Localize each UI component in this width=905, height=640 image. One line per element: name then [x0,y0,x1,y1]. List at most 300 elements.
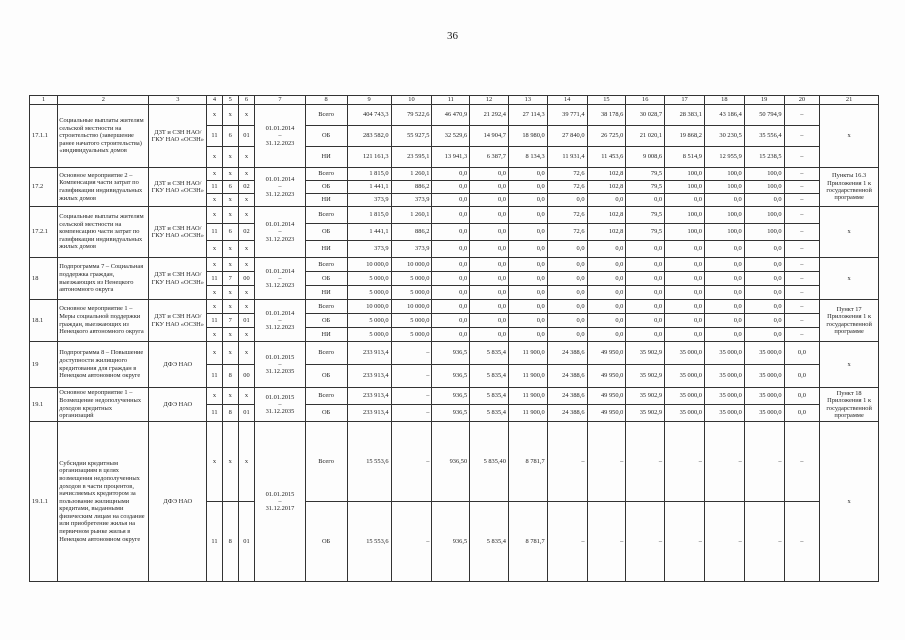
row-executor: ДФЭ НАО [149,422,207,582]
date-end: 31.12.2017 [265,505,295,513]
value-cell: 0,0 [508,168,547,181]
value-cell: – [744,502,784,582]
date-dash: – [278,183,282,191]
value-cell: 39 771,4 [547,105,587,126]
value-cell: 100,0 [744,168,784,181]
value-cell: 24 388,6 [547,388,587,405]
code-col-4: х [207,258,223,272]
value-cell: 0,0 [626,286,665,300]
value-cell: 233 913,4 [347,388,391,405]
code-col-5: х [222,194,238,207]
code-col-5: 8 [222,405,238,422]
value-cell: 0,0 [626,328,665,342]
value-cell: – [784,328,820,342]
value-cell: 0,0 [508,328,547,342]
value-cell: 0,0 [587,286,626,300]
value-cell: 0,0 [744,328,784,342]
header-col-6: 6 [238,96,255,105]
code-col-6: х [238,258,255,272]
value-cell: – [391,502,432,582]
value-cell: 0,0 [587,258,626,272]
value-cell: – [547,502,587,582]
row-dates [255,422,305,582]
row-dates [255,258,305,300]
date-end: 31.12.2035 [265,368,295,376]
value-cell: 0,0 [704,314,744,328]
header-col-12: 12 [470,96,509,105]
value-cell: – [665,422,705,502]
value-cell: 121 161,3 [347,147,391,168]
header-col-11: 11 [432,96,470,105]
code-col-6: 01 [238,314,255,328]
value-cell: 35 000,0 [704,365,744,388]
row-note: х [820,342,879,388]
code-col-4: х [207,241,223,258]
row-number: 19.1.1 [30,422,58,582]
code-col-6: х [238,168,255,181]
value-cell: 72,6 [547,168,587,181]
funding-source: ОБ [305,224,347,241]
value-cell: 35 000,0 [744,405,784,422]
value-cell: 0,0 [432,328,470,342]
value-cell: – [784,224,820,241]
value-cell: 283 582,0 [347,126,391,147]
value-cell: 49 950,0 [587,405,626,422]
value-cell: 30 028,7 [626,105,665,126]
value-cell: 27 840,0 [547,126,587,147]
code-col-5: х [222,388,238,405]
value-cell: 5 835,4 [470,342,509,365]
date-end: 31.12.2023 [265,139,295,147]
date-end: 31.12.2023 [265,324,295,332]
code-col-6: х [238,194,255,207]
code-col-4: х [207,147,223,168]
value-cell: 38 178,6 [587,105,626,126]
value-cell: 0,0 [508,300,547,314]
value-cell: 0,0 [470,207,509,224]
value-cell: 0,0 [547,258,587,272]
row-executor: ДФЭ НАО [149,388,207,422]
value-cell: 8 134,3 [508,147,547,168]
value-cell: – [784,168,820,181]
value-cell: 936,5 [432,365,470,388]
row-executor: ДФЭ НАО [149,342,207,388]
value-cell: – [784,194,820,207]
value-cell: 0,0 [784,388,820,405]
value-cell: – [626,502,665,582]
value-cell: 10 000,0 [347,300,391,314]
value-cell: 100,0 [704,168,744,181]
row-note: Пункт 17 Приложения 1 к государственной программе [820,300,879,342]
value-cell: 373,9 [391,194,432,207]
value-cell: – [665,502,705,582]
date-end: 31.12.2023 [265,235,295,243]
value-cell: 233 913,4 [347,405,391,422]
value-cell: 35 000,0 [744,365,784,388]
value-cell: 35 000,0 [665,388,705,405]
code-col-5: х [222,328,238,342]
value-cell: 0,0 [665,194,705,207]
value-cell: 1 815,0 [347,207,391,224]
value-cell: – [784,258,820,272]
row-dates [255,300,305,342]
value-cell: 15 238,5 [744,147,784,168]
page-number: 36 [447,30,458,42]
table-row [30,422,879,502]
row-name: Подпрограмма 8 – Повышение доступности жилищного кредитования для граждан в Ненецком автономном округе [58,342,149,388]
value-cell: – [587,502,626,582]
date-start: 01.01.2015 [265,490,295,498]
row-number: 19 [30,342,58,388]
value-cell: 5 000,0 [347,328,391,342]
code-col-4: 11 [207,314,223,328]
row-number: 17.2 [30,168,58,207]
date-dash: – [278,316,282,324]
funding-source: НИ [305,147,347,168]
value-cell: 0,0 [432,224,470,241]
code-col-5: х [222,147,238,168]
code-col-4: 11 [207,224,223,241]
value-cell: 100,0 [665,181,705,194]
row-name: Основное мероприятие 1 – Возмещение недополученных доходов кредитных организаций [58,388,149,422]
row-dates [255,105,305,168]
value-cell: 35 000,0 [744,388,784,405]
value-cell: 0,0 [432,314,470,328]
value-cell: – [626,422,665,502]
value-cell: 5 000,0 [391,272,432,286]
value-cell: 15 553,6 [347,502,391,582]
value-cell: 100,0 [744,224,784,241]
value-cell: 0,0 [432,181,470,194]
value-cell: 28 383,1 [665,105,705,126]
value-cell: 1 441,1 [347,224,391,241]
code-col-4: 11 [207,365,223,388]
value-cell: – [704,502,744,582]
code-col-5: 6 [222,224,238,241]
value-cell: 6 387,7 [470,147,509,168]
funding-source: Всего [305,258,347,272]
date-dash: – [278,360,282,368]
code-col-6: 00 [238,365,255,388]
value-cell: 0,0 [784,342,820,365]
value-cell: 0,0 [665,286,705,300]
code-col-4: х [207,300,223,314]
value-cell: 0,0 [784,405,820,422]
value-cell: 373,9 [347,241,391,258]
value-cell: 936,50 [432,422,470,502]
header-col-3: 3 [149,96,207,105]
value-cell: 49 950,0 [587,342,626,365]
value-cell: 5 000,0 [347,314,391,328]
value-cell: 1 815,0 [347,168,391,181]
value-cell: 35 902,9 [626,365,665,388]
value-cell: 35 000,0 [744,342,784,365]
row-dates [255,388,305,422]
value-cell: 100,0 [704,181,744,194]
date-dash: – [278,228,282,236]
code-col-5: х [222,422,238,502]
funding-source: ОБ [305,272,347,286]
funding-source: Всего [305,105,347,126]
code-col-6: 02 [238,224,255,241]
value-cell: 102,8 [587,224,626,241]
value-cell: 0,0 [547,194,587,207]
value-cell: 49 950,0 [587,388,626,405]
code-col-6: х [238,147,255,168]
funding-source: ОБ [305,181,347,194]
code-col-5: 7 [222,314,238,328]
value-cell: 0,0 [432,168,470,181]
value-cell: 0,0 [470,258,509,272]
table-row [30,388,879,405]
value-cell: 0,0 [470,272,509,286]
value-cell: 0,0 [470,241,509,258]
value-cell: 0,0 [704,300,744,314]
value-cell: 24 388,6 [547,405,587,422]
value-cell: 0,0 [587,272,626,286]
value-cell: – [391,388,432,405]
value-cell: 0,0 [470,314,509,328]
header-col-19: 19 [744,96,784,105]
value-cell: 72,6 [547,224,587,241]
funding-source: ОБ [305,405,347,422]
value-cell: 0,0 [744,286,784,300]
date-start: 01.01.2014 [265,176,295,184]
header-col-21: 21 [820,96,879,105]
code-col-5: х [222,300,238,314]
date-start: 01.01.2014 [265,125,295,133]
code-col-6: х [238,105,255,126]
value-cell: 0,0 [626,314,665,328]
value-cell: 0,0 [665,272,705,286]
value-cell: 404 743,3 [347,105,391,126]
header-col-10: 10 [391,96,432,105]
value-cell: 102,8 [587,207,626,224]
value-cell: – [547,422,587,502]
value-cell: 0,0 [744,314,784,328]
table-body [30,105,879,582]
funding-source: НИ [305,194,347,207]
value-cell: – [784,105,820,126]
value-cell: 0,0 [704,272,744,286]
code-col-4: 11 [207,272,223,286]
value-cell: 0,0 [665,258,705,272]
table-row [30,258,879,272]
value-cell: – [704,422,744,502]
value-cell: 100,0 [704,207,744,224]
table-row [30,342,879,365]
date-dash: – [278,497,282,505]
row-note: Пункты 16.3 Приложения 1 к государственной программе [820,168,879,207]
value-cell: 0,0 [470,194,509,207]
value-cell: 0,0 [508,314,547,328]
value-cell: – [784,272,820,286]
value-cell: 18 980,0 [508,126,547,147]
header-col-9: 9 [347,96,391,105]
value-cell: 0,0 [665,328,705,342]
value-cell: 13 941,3 [432,147,470,168]
value-cell: 0,0 [784,365,820,388]
header-col-18: 18 [704,96,744,105]
value-cell: 0,0 [547,314,587,328]
value-cell: 32 529,6 [432,126,470,147]
value-cell: 0,0 [508,194,547,207]
row-executor: ДЗТ и СЗН НАО/ ГКУ НАО «ОСЗН» [149,258,207,300]
value-cell: 79,5 [626,168,665,181]
value-cell: 5 835,4 [470,502,509,582]
value-cell: 5 000,0 [347,272,391,286]
row-dates [255,168,305,207]
code-col-6: х [238,328,255,342]
value-cell: 0,0 [508,241,547,258]
value-cell: 100,0 [744,207,784,224]
value-cell: 72,6 [547,207,587,224]
header-col-15: 15 [587,96,626,105]
value-cell: 11 453,6 [587,147,626,168]
value-cell: 100,0 [665,168,705,181]
budget-table [29,95,879,582]
value-cell: 100,0 [704,224,744,241]
funding-source: Всего [305,300,347,314]
value-cell: 5 000,0 [391,314,432,328]
code-col-6: 02 [238,181,255,194]
value-cell: 0,0 [665,314,705,328]
value-cell: 0,0 [508,224,547,241]
code-col-6: х [238,207,255,224]
value-cell: 100,0 [744,181,784,194]
value-cell: 35 000,0 [665,365,705,388]
date-dash: – [278,400,282,408]
row-number: 19.1 [30,388,58,422]
value-cell: 50 794,9 [744,105,784,126]
code-col-4: х [207,342,223,365]
funding-source: Всего [305,207,347,224]
row-dates [255,342,305,388]
row-name: Основное мероприятие 2 – Компенсация части затрат по газификации индивидуальных жилых домов [58,168,149,207]
funding-source: НИ [305,328,347,342]
value-cell: – [744,422,784,502]
header-col-20: 20 [784,96,820,105]
value-cell: 35 902,9 [626,405,665,422]
value-cell: 233 913,4 [347,342,391,365]
row-name: Социальные выплаты жителям сельской местности на компенсацию части затрат по газификации индивидуальных жилых домов [58,207,149,258]
value-cell: 0,0 [547,328,587,342]
row-executor: ДЗТ и СЗН НАО/ ГКУ НАО «ОСЗН» [149,105,207,168]
header-col-13: 13 [508,96,547,105]
row-note: х [820,422,879,582]
value-cell: 24 388,6 [547,365,587,388]
header-col-7: 7 [255,96,305,105]
code-col-5: х [222,286,238,300]
value-cell: – [784,422,820,502]
value-cell: 0,0 [470,224,509,241]
value-cell: 19 868,2 [665,126,705,147]
code-col-5: х [222,207,238,224]
code-col-4: х [207,168,223,181]
code-col-4: 11 [207,126,223,147]
funding-source: Всего [305,342,347,365]
value-cell: 0,0 [508,258,547,272]
row-executor: ДЗТ и СЗН НАО/ ГКУ НАО «ОСЗН» [149,207,207,258]
value-cell: 0,0 [587,241,626,258]
code-col-6: х [238,388,255,405]
value-cell: 0,0 [744,300,784,314]
row-note: х [820,258,879,300]
value-cell: 0,0 [744,194,784,207]
value-cell: 0,0 [508,272,547,286]
code-col-5: 8 [222,502,238,582]
value-cell: 0,0 [432,272,470,286]
header-col-4: 4 [207,96,223,105]
value-cell: 233 913,4 [347,365,391,388]
value-cell: 0,0 [547,272,587,286]
value-cell: 373,9 [391,241,432,258]
header-col-5: 5 [222,96,238,105]
value-cell: 10 000,0 [391,258,432,272]
value-cell: 0,0 [432,241,470,258]
header-col-2: 2 [58,96,149,105]
code-col-4: х [207,207,223,224]
value-cell: 49 950,0 [587,365,626,388]
funding-source: Всего [305,388,347,405]
date-start: 01.01.2014 [265,267,295,275]
value-cell: 10 000,0 [391,300,432,314]
value-cell: 886,2 [391,181,432,194]
value-cell: 0,0 [432,194,470,207]
code-col-6: х [238,241,255,258]
value-cell: 21 020,1 [626,126,665,147]
code-col-4: х [207,328,223,342]
value-cell: 23 595,1 [391,147,432,168]
value-cell: 55 927,5 [391,126,432,147]
code-col-6: х [238,342,255,365]
value-cell: 21 292,4 [470,105,509,126]
value-cell: 0,0 [665,300,705,314]
value-cell: 0,0 [587,194,626,207]
code-col-4: 11 [207,181,223,194]
value-cell: 100,0 [665,207,705,224]
funding-source: ОБ [305,502,347,582]
value-cell: – [391,365,432,388]
value-cell: 102,8 [587,181,626,194]
date-start: 01.01.2015 [265,353,295,361]
code-col-4: 11 [207,502,223,582]
code-col-4: х [207,105,223,126]
value-cell: 8 781,7 [508,502,547,582]
code-col-6: 01 [238,405,255,422]
value-cell: 11 931,4 [547,147,587,168]
header-row [30,96,879,105]
value-cell: 11 900,0 [508,365,547,388]
code-col-4: 11 [207,405,223,422]
code-col-6: х [238,300,255,314]
date-dash: – [278,274,282,282]
value-cell: 30 230,5 [704,126,744,147]
value-cell: 9 008,6 [626,147,665,168]
value-cell: – [784,300,820,314]
value-cell: 35 000,0 [704,405,744,422]
value-cell: – [391,405,432,422]
row-note: х [820,105,879,168]
row-name: Субсидии кредитным организациям в целях возмещения недополученных доходов в части процентов, начисляемых кредитором за пользование жилищными кредитами, выданными физическим лицам на создание или приобретение жилья на первичном рынке жилья в Ненецком автономном округе [58,422,149,582]
value-cell: 0,0 [587,314,626,328]
value-cell: 46 470,9 [432,105,470,126]
value-cell: – [784,207,820,224]
code-col-4: х [207,286,223,300]
value-cell: 0,0 [508,181,547,194]
value-cell: 0,0 [744,241,784,258]
value-cell: 35 000,0 [665,342,705,365]
